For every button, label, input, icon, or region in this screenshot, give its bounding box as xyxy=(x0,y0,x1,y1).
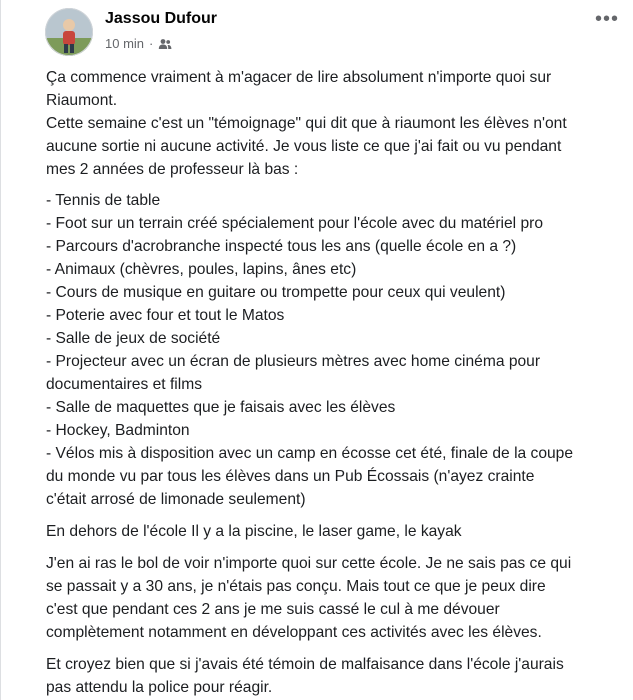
avatar[interactable] xyxy=(45,8,93,56)
list-item: - Animaux (chèvres, poules, lapins, ânes etc) xyxy=(46,261,357,278)
paragraph-3 xyxy=(46,552,621,644)
text-line: Ça commence vraiment à m'agacer de lire absolument n'importe quoi sur xyxy=(46,69,552,86)
list-item: documentaires et films xyxy=(46,376,202,393)
list-item: - Projecteur avec un écran de plusieurs mètres avec home cinéma pour xyxy=(46,353,541,370)
post-time[interactable]: 10 min xyxy=(105,36,145,51)
text-line: aucune sortie ni aucune activité. Je vous liste ce que j'ai fait ou vu pendant xyxy=(46,138,562,155)
text-line: pas attendu la police pour réagir. xyxy=(46,679,273,696)
text-line: Cette semaine c'est un "témoignage" qui dit que à riaumont les élèves n'ont xyxy=(46,115,567,132)
activity-list xyxy=(46,189,621,511)
list-item: c'était arrosé de limonade seulement) xyxy=(46,491,306,508)
text-line: se passait y a 30 ans, je n'étais pas conçu. Mais tout ce que je peux dire xyxy=(46,578,546,595)
list-item: - Foot sur un terrain créé spécialement pour l'école avec du matériel pro xyxy=(46,215,544,232)
outside-activities-line: En dehors de l'école Il y a la piscine, le laser game, le kayak xyxy=(46,523,462,540)
text-line: complètement notamment en développant ces activités avec les élèves. xyxy=(46,624,542,641)
separator-dot: · xyxy=(149,36,154,51)
list-item: du monde vu par tous les élèves dans un Pub Écossais (n'ayez crainte xyxy=(46,468,535,485)
paragraph-4 xyxy=(46,653,621,699)
friends-icon[interactable] xyxy=(158,38,172,50)
list-item: - Salle de jeux de société xyxy=(46,330,221,347)
post-body xyxy=(46,66,621,699)
more-options-icon[interactable]: ••• xyxy=(594,8,619,30)
text-line: J'en ai ras le bol de voir n'importe quoi sur cette école. Je ne sais pas ce qui xyxy=(46,555,572,572)
text-line: Et croyez bien que si j'avais été témoin de malfaisance dans l'école j'aurais xyxy=(46,656,564,673)
text-line: c'est que pendant ces 2 ans je me suis cassé le cul à me dévouer xyxy=(46,601,500,618)
list-item: - Tennis de table xyxy=(46,192,161,209)
list-item: - Poterie avec four et tout le Matos xyxy=(46,307,285,324)
list-item: - Cours de musique en guitare ou trompette pour ceux qui veulent) xyxy=(46,284,506,301)
list-item: - Vélos mis à disposition avec un camp en écosse cet été, finale de la coupe xyxy=(46,445,574,462)
list-item: - Salle de maquettes que je faisais avec les élèves xyxy=(46,399,396,416)
author-name[interactable]: Jassou Dufour xyxy=(105,10,218,27)
post-meta xyxy=(105,36,172,51)
post-header xyxy=(45,6,633,56)
text-line: Riaumont. xyxy=(46,92,118,109)
list-item: - Parcours d'acrobranche inspecté tous les ans (quelle école en a ?) xyxy=(46,238,517,255)
avatar-photo-icon xyxy=(45,8,93,56)
list-item: - Hockey, Badminton xyxy=(46,422,190,439)
text-line: mes 2 années de professeur là bas : xyxy=(46,161,299,178)
intro-paragraph xyxy=(46,66,621,181)
